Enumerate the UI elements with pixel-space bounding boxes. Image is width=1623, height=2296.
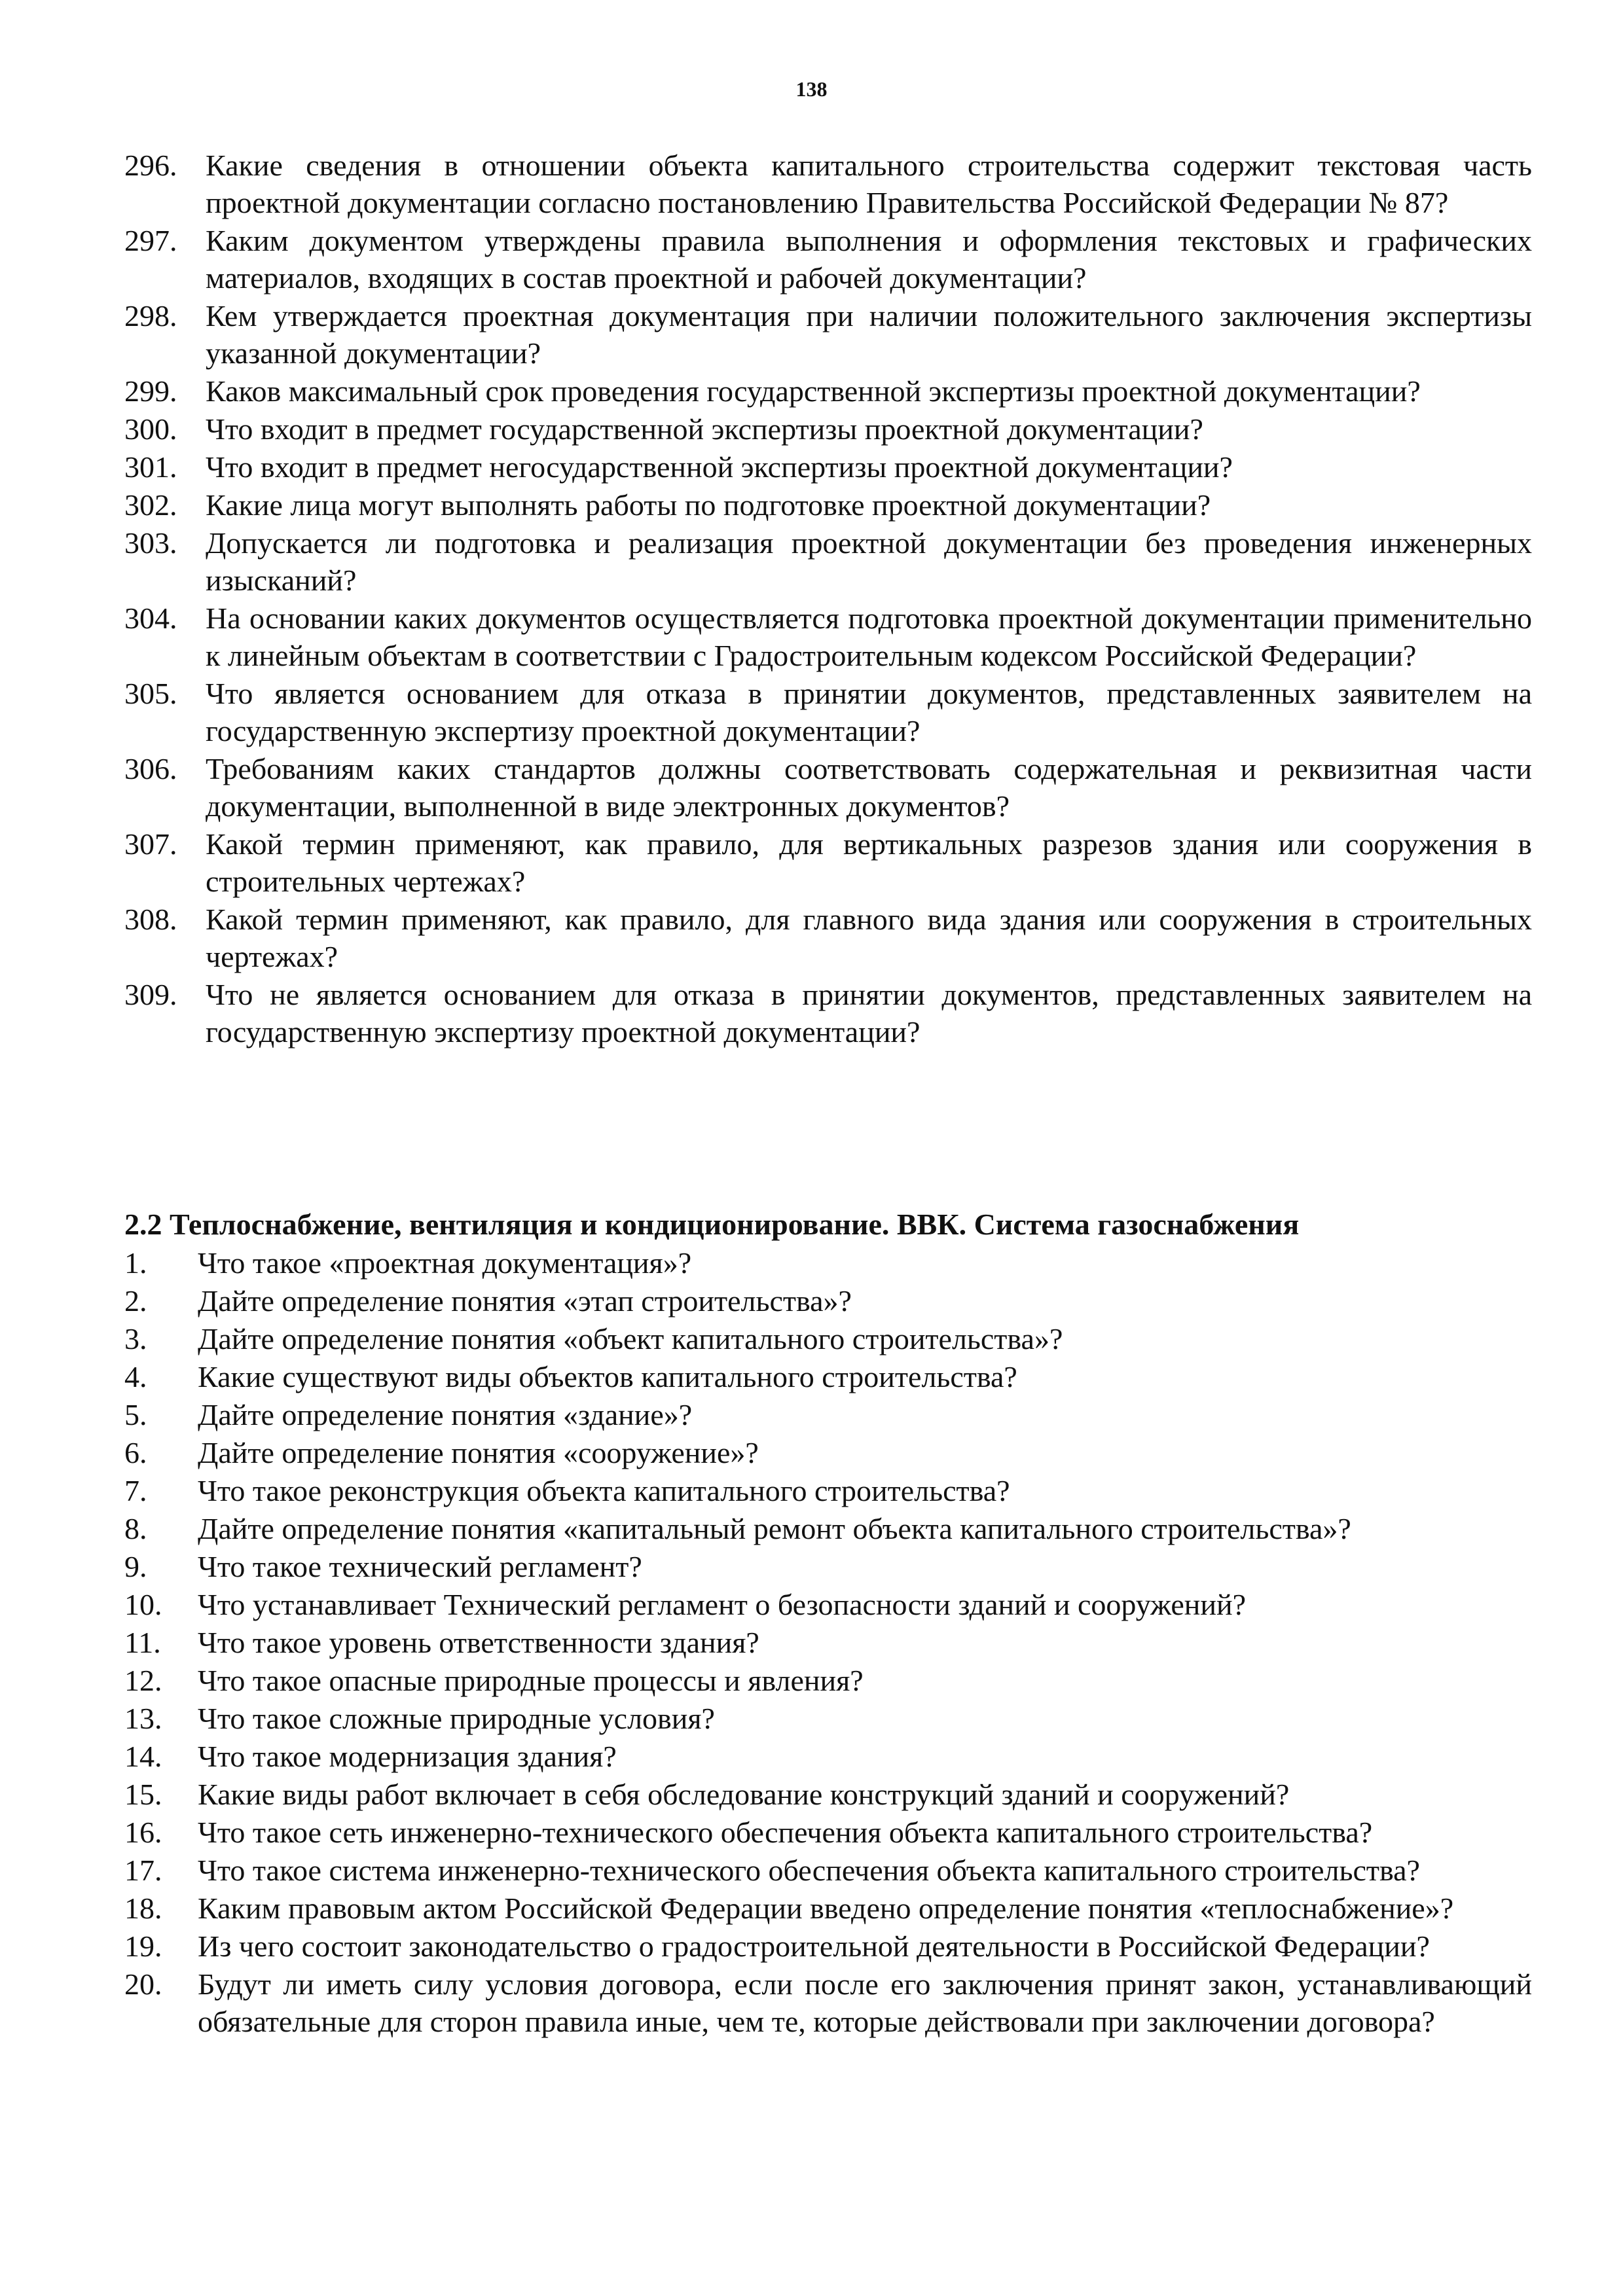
item-number: 3. bbox=[124, 1322, 147, 1355]
list-item bbox=[124, 1928, 1532, 1965]
item-number: 296. bbox=[124, 149, 177, 182]
item-number: 16. bbox=[124, 1816, 162, 1849]
item-number: 12. bbox=[124, 1664, 162, 1697]
list-item bbox=[124, 1890, 1532, 1927]
list-item bbox=[124, 1358, 1532, 1395]
item-number: 307. bbox=[124, 827, 177, 861]
item-number: 301. bbox=[124, 450, 177, 484]
list-item bbox=[124, 448, 1532, 486]
item-text: Дайте определение понятия «капитальный ремонт объекта капитального строительства»? bbox=[198, 1512, 1351, 1545]
list-item bbox=[124, 1548, 1532, 1585]
item-text: Какие виды работ включает в себя обследование конструкций зданий и сооружений? bbox=[198, 1778, 1290, 1811]
list-item bbox=[124, 901, 1532, 975]
item-text: Что такое опасные природные процессы и явления? bbox=[198, 1664, 864, 1697]
list-item bbox=[124, 222, 1532, 296]
item-text: Что такое сеть инженерно-технического обеспечения объекта капитального строительства? bbox=[198, 1816, 1373, 1849]
item-number: 5. bbox=[124, 1398, 147, 1431]
item-number: 304. bbox=[124, 601, 177, 635]
list-item bbox=[124, 372, 1532, 410]
item-text: Какой термин применяют, как правило, для главного вида здания или сооружения в строительных чертежах? bbox=[206, 903, 1532, 973]
list-item bbox=[124, 1472, 1532, 1509]
item-number: 13. bbox=[124, 1702, 162, 1735]
item-text: Что такое модернизация здания? bbox=[198, 1740, 617, 1773]
item-number: 305. bbox=[124, 677, 177, 710]
item-text: На основании каких документов осуществляется подготовка проектной документации применительно к линейным объектам в соответствии с Градостроительным кодексом Российской Федерации? bbox=[206, 601, 1532, 672]
item-text: Будут ли иметь силу условия договора, если после его заключения принят закон, устанавливающий обязательные для сторон правила иные, чем те, которые действовали при заключении договора? bbox=[198, 1967, 1532, 2038]
list-item bbox=[124, 1852, 1532, 1889]
list-item bbox=[124, 976, 1532, 1050]
item-number: 7. bbox=[124, 1474, 147, 1507]
item-number: 298. bbox=[124, 299, 177, 332]
item-number: 20. bbox=[124, 1967, 162, 2001]
item-number: 18. bbox=[124, 1892, 162, 1925]
item-text: Что такое реконструкция объекта капитального строительства? bbox=[198, 1474, 1010, 1507]
item-text: Что такое сложные природные условия? bbox=[198, 1702, 715, 1735]
list-item bbox=[124, 1662, 1532, 1699]
item-number: 4. bbox=[124, 1360, 147, 1393]
item-text: Что устанавливает Технический регламент о безопасности зданий и сооружений? bbox=[198, 1588, 1247, 1621]
item-text: Допускается ли подготовка и реализация проектной документации без проведения инженерных изысканий? bbox=[206, 526, 1532, 597]
item-text: Какие сведения в отношении объекта капитального строительства содержит текстовая часть проектной документации согласно постановлению Правительства Российской Федерации № 87? bbox=[206, 149, 1532, 219]
item-text: Дайте определение понятия «сооружение»? bbox=[198, 1436, 759, 1469]
list-item bbox=[124, 1396, 1532, 1433]
list-item bbox=[124, 675, 1532, 749]
page-number: 138 bbox=[795, 77, 828, 101]
item-number: 17. bbox=[124, 1854, 162, 1887]
list-item bbox=[124, 410, 1532, 448]
list-item bbox=[124, 524, 1532, 599]
list-item bbox=[124, 1510, 1532, 1547]
question-list-part1 bbox=[124, 147, 1532, 1051]
list-item bbox=[124, 1776, 1532, 1813]
item-text: Каков максимальный срок проведения государственной экспертизы проектной документации? bbox=[206, 374, 1421, 408]
item-text: Что является основанием для отказа в принятии документов, представленных заявителем на государственную экспертизу проектной документации? bbox=[206, 677, 1532, 747]
list-item bbox=[124, 750, 1532, 825]
item-text: Кем утверждается проектная документация при наличии положительного заключения экспертизы указанной документации? bbox=[206, 299, 1532, 370]
item-text: Требованиям каких стандартов должны соответствовать содержательная и реквизитная части документации, выполненной в виде электронных документов? bbox=[206, 752, 1532, 823]
item-text: Дайте определение понятия «здание»? bbox=[198, 1398, 693, 1431]
item-number: 309. bbox=[124, 978, 177, 1011]
item-number: 300. bbox=[124, 412, 177, 446]
list-item bbox=[124, 1700, 1532, 1737]
list-item bbox=[124, 1624, 1532, 1661]
item-text: Дайте определение понятия «этап строительства»? bbox=[198, 1284, 852, 1318]
item-number: 302. bbox=[124, 488, 177, 522]
item-number: 14. bbox=[124, 1740, 162, 1773]
item-number: 2. bbox=[124, 1284, 147, 1318]
list-item bbox=[124, 600, 1532, 674]
list-item bbox=[124, 1244, 1532, 1282]
item-text: Что входит в предмет негосударственной экспертизы проектной документации? bbox=[206, 450, 1233, 484]
list-item bbox=[124, 1814, 1532, 1851]
item-number: 11. bbox=[124, 1626, 161, 1659]
item-text: Что такое технический регламент? bbox=[198, 1550, 642, 1583]
item-number: 303. bbox=[124, 526, 177, 560]
list-item bbox=[124, 1965, 1532, 2040]
item-number: 308. bbox=[124, 903, 177, 936]
item-text: Каким документом утверждены правила выполнения и оформления текстовых и графических материалов, входящих в состав проектной и рабочей документации? bbox=[206, 224, 1532, 295]
item-number: 15. bbox=[124, 1778, 162, 1811]
list-item bbox=[124, 1320, 1532, 1357]
item-text: Какой термин применяют, как правило, для вертикальных разрезов здания или сооружения в строительных чертежах? bbox=[206, 827, 1532, 898]
item-number: 297. bbox=[124, 224, 177, 257]
item-number: 306. bbox=[124, 752, 177, 785]
item-number: 299. bbox=[124, 374, 177, 408]
list-item bbox=[124, 486, 1532, 524]
item-number: 10. bbox=[124, 1588, 162, 1621]
item-text: Что не является основанием для отказа в принятии документов, представленных заявителем на государственную экспертизу проектной документации? bbox=[206, 978, 1532, 1049]
list-item bbox=[124, 1586, 1532, 1623]
item-text: Какие существуют виды объектов капитального строительства? bbox=[198, 1360, 1017, 1393]
list-item bbox=[124, 1738, 1532, 1775]
item-text: Что входит в предмет государственной экспертизы проектной документации? bbox=[206, 412, 1203, 446]
item-number: 6. bbox=[124, 1436, 147, 1469]
list-item bbox=[124, 1434, 1532, 1471]
item-text: Из чего состоит законодательство о градостроительной деятельности в Российской Федерации? bbox=[198, 1929, 1430, 1963]
item-text: Какие лица могут выполнять работы по подготовке проектной документации? bbox=[206, 488, 1211, 522]
item-text: Каким правовым актом Российской Федерации введено определение понятия «теплоснабжение»? bbox=[198, 1892, 1454, 1925]
list-item bbox=[124, 147, 1532, 221]
list-item bbox=[124, 297, 1532, 372]
list-item bbox=[124, 1282, 1532, 1319]
item-number: 8. bbox=[124, 1512, 147, 1545]
item-text: Что такое «проектная документация»? bbox=[198, 1246, 692, 1280]
section-heading: 2.2 Теплоснабжение, вентиляция и кондиционирование. ВВК. Система газоснабжения bbox=[124, 1208, 1300, 1241]
item-number: 19. bbox=[124, 1929, 162, 1963]
item-text: Что такое система инженерно-технического обеспечения объекта капитального строительства? bbox=[198, 1854, 1420, 1887]
item-number: 9. bbox=[124, 1550, 147, 1583]
list-item bbox=[124, 825, 1532, 900]
question-list-part2 bbox=[124, 1206, 1532, 2041]
item-text: Дайте определение понятия «объект капитального строительства»? bbox=[198, 1322, 1063, 1355]
item-number: 1. bbox=[124, 1246, 147, 1280]
item-text: Что такое уровень ответственности здания? bbox=[198, 1626, 759, 1659]
